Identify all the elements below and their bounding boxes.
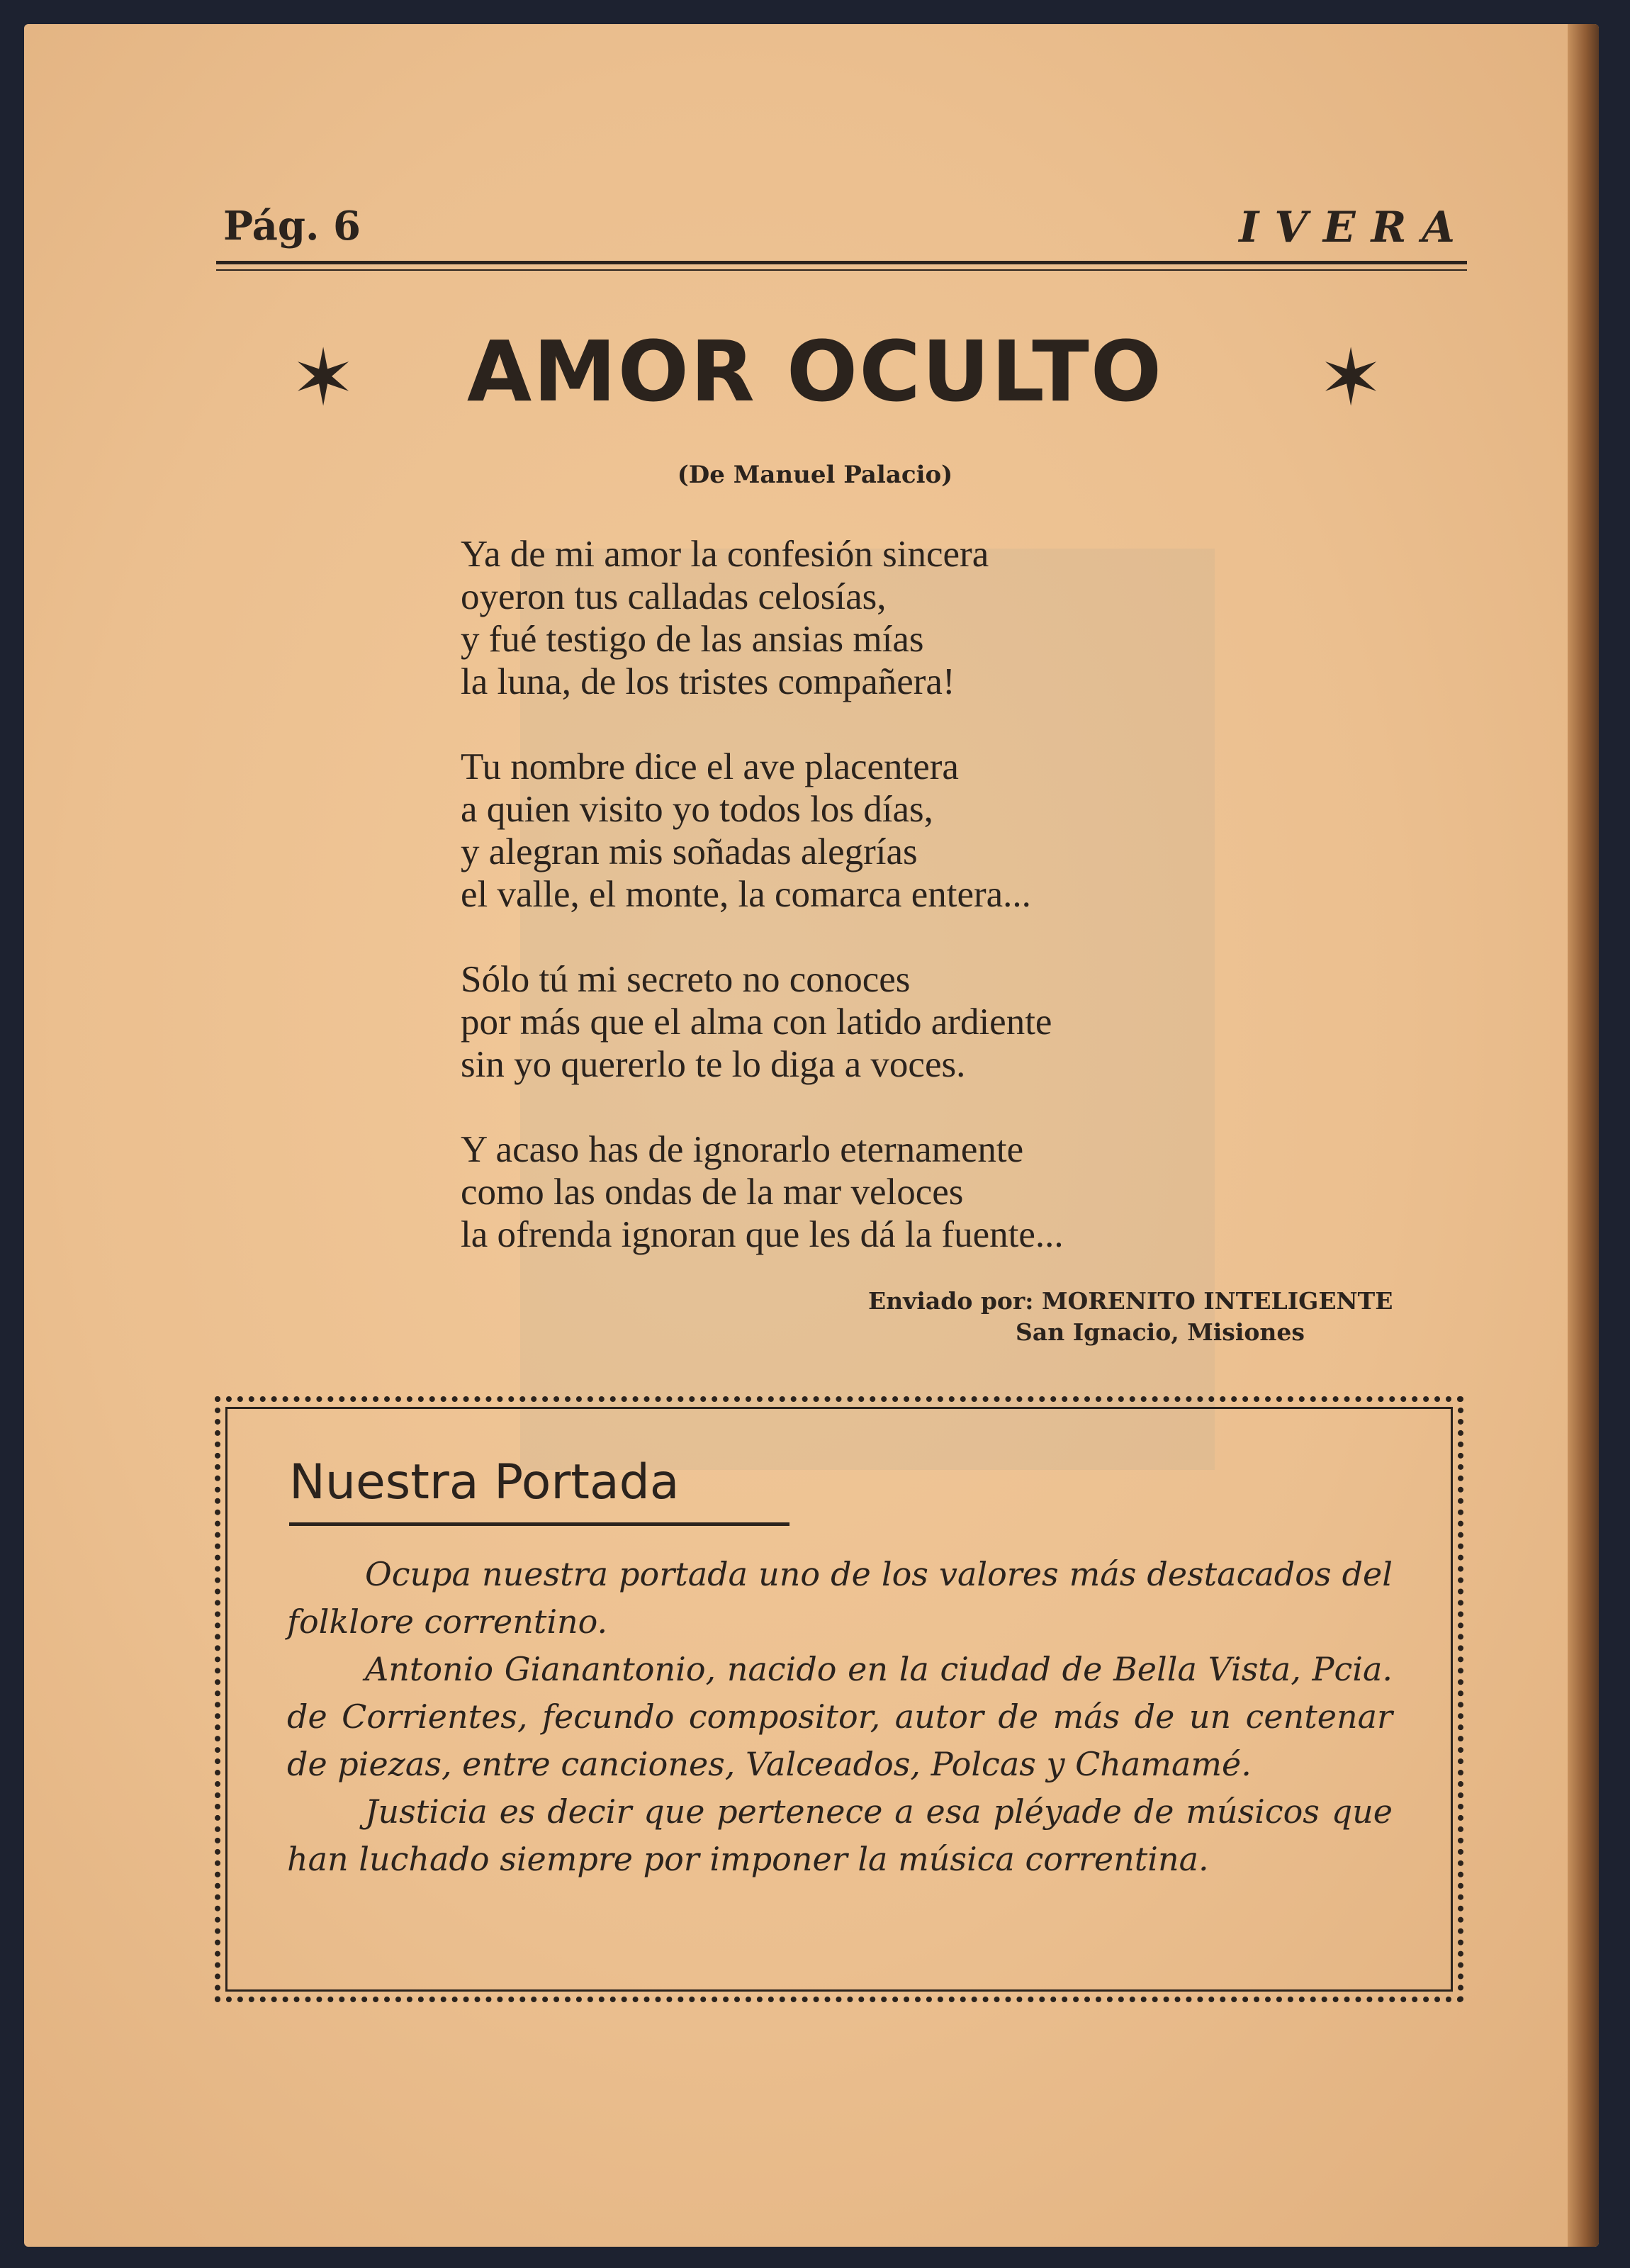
poem-line: Y acaso has de ignorarlo eternamente (461, 1129, 1024, 1170)
cover-note-text (287, 1551, 1393, 1883)
star-icon-left: ✶ (291, 332, 356, 423)
sent-by-credit (868, 1286, 1463, 1348)
cover-note-paragraph: Antonio Gianantonio, nacido en la ciudad de Bella Vista, Pcia. de Corrientes, fecundo compositor, autor de más de un centenar de piezas, entre canciones, Valceados, Polcas y Chamamé. (287, 1650, 1393, 1783)
cover-note-paragraph: Justicia es decir que pertenece a esa pléyade de músicos que han luchado siempre por imponer la música correntina. (287, 1792, 1393, 1878)
sent-by-location: San Ignacio, Misiones (1016, 1318, 1305, 1346)
poem-byline: (De Manuel Palacio) (677, 461, 953, 489)
poem-line: Sólo tú mi secreto no conoces (461, 959, 911, 1000)
poem-line: por más que el alma con latido ardiente (461, 1001, 1052, 1043)
stanza-2 (461, 746, 1276, 916)
poem-line: y fué testigo de las ansias mías (461, 619, 924, 660)
stanza-4 (461, 1128, 1276, 1256)
header-rule-thin (216, 269, 1467, 271)
cover-note-title: Nuestra Portada (289, 1454, 680, 1510)
poem-line: a quien visito yo todos los días, (461, 789, 933, 830)
poem-line: Tu nombre dice el ave placentera (461, 746, 959, 787)
poem-body (461, 533, 1276, 1298)
poem-line: el valle, el monte, la comarca entera... (461, 874, 1031, 915)
poem-line: la luna, de los tristes compañera! (461, 661, 955, 702)
page-number: Pág. 6 (223, 203, 361, 249)
magazine-title: IVERA (1239, 203, 1471, 252)
poem-line: la ofrenda ignoran que les dá la fuente... (461, 1214, 1064, 1255)
poem-line: como las ondas de la mar veloces (461, 1172, 964, 1213)
star-icon-right: ✶ (1318, 332, 1384, 423)
cover-note-title-underline (289, 1522, 789, 1526)
poem-line: y alegran mis soñadas alegrías (461, 831, 918, 872)
poem-line: oyeron tus calladas celosías, (461, 576, 887, 617)
poem-line: sin yo quererlo te lo diga a voces. (461, 1044, 966, 1085)
page-header (202, 190, 1471, 254)
header-rule (216, 261, 1467, 264)
poem-line: Ya de mi amor la confesión sincera (461, 534, 989, 575)
poem-title: AMOR OCULTO (466, 322, 1164, 420)
sent-by-name: Enviado por: MORENITO INTELIGENTE (868, 1287, 1393, 1315)
stanza-3 (461, 958, 1276, 1086)
cover-note-paragraph: Ocupa nuestra portada uno de los valores más destacados del folklore correntino. (287, 1555, 1393, 1641)
stanza-1 (461, 533, 1276, 703)
